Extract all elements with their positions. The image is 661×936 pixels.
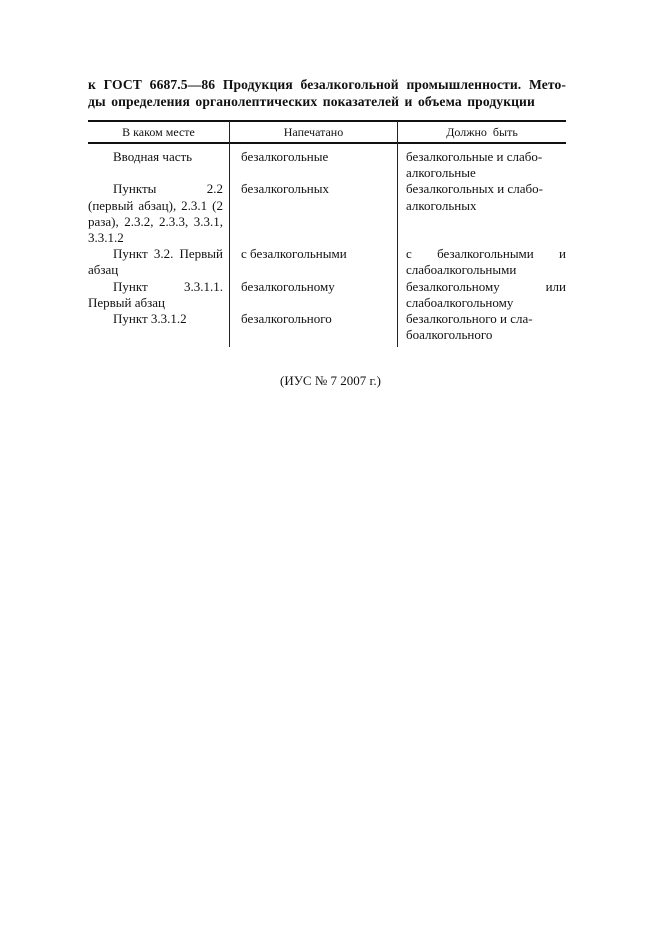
cell-location: Пункт 3.3.1.1. Первый абзац <box>88 278 223 310</box>
table-row <box>88 149 566 181</box>
cell-location: Пункт 3.3.1.2 <box>113 311 187 327</box>
cell-should-be <box>397 246 566 278</box>
cell-should-be <box>397 149 566 181</box>
cell-should-be-text: с безалкогольными и слабоалкогольными <box>406 246 566 278</box>
table-header-rule <box>88 142 566 144</box>
header-printed: Напечатано <box>283 125 344 139</box>
table-header-row <box>88 123 566 142</box>
cell-should-be <box>397 311 566 343</box>
cell-printed: безалкогольному <box>241 278 335 294</box>
cell-printed: безалкогольного <box>241 311 332 327</box>
cell-location: Пункт 3.2. Первый абзац <box>88 246 223 278</box>
cell-should-be-text: безалкогольного и сла- боалкогольного <box>406 311 533 343</box>
table-row <box>88 311 566 343</box>
table-top-rule <box>88 120 566 122</box>
cell-printed: безалкогольные <box>241 149 329 164</box>
table-row <box>88 181 566 246</box>
cell-should-be-text: безалкогольные и слабо- алкогольные <box>406 149 543 181</box>
table-row <box>88 279 566 311</box>
title-line-1: к ГОСТ 6687.5—86 Продукция безалкогольной промышленности. Мето- <box>88 77 566 92</box>
cell-should-be-text: безалкогольных и слабо- алкогольных <box>406 181 543 213</box>
table-body <box>88 149 566 343</box>
cell-location: Вводная часть <box>113 149 193 164</box>
table-row <box>88 246 566 278</box>
cell-printed: с безалкогольными <box>241 246 347 262</box>
cell-printed: безалкогольных <box>241 181 329 197</box>
cell-location: Пункты 2.2 (первый абзац), 2.3.1 (2 раза), 2.3.2, 2.3.3, 3.3.1, 3.3.1.2 <box>88 181 223 246</box>
cell-should-be-text: безалкогольному или слабоалкогольному <box>406 278 566 310</box>
document-title <box>88 76 566 110</box>
amendment-reference: (ИУС № 7 2007 г.) <box>280 373 381 388</box>
header-should-be: Должно быть <box>446 125 518 139</box>
cell-should-be <box>397 181 566 213</box>
header-location: В каком месте <box>122 125 195 139</box>
title-line-2: ды определения органолептических показателей и объема продукции <box>88 94 535 109</box>
cell-should-be <box>397 279 566 311</box>
